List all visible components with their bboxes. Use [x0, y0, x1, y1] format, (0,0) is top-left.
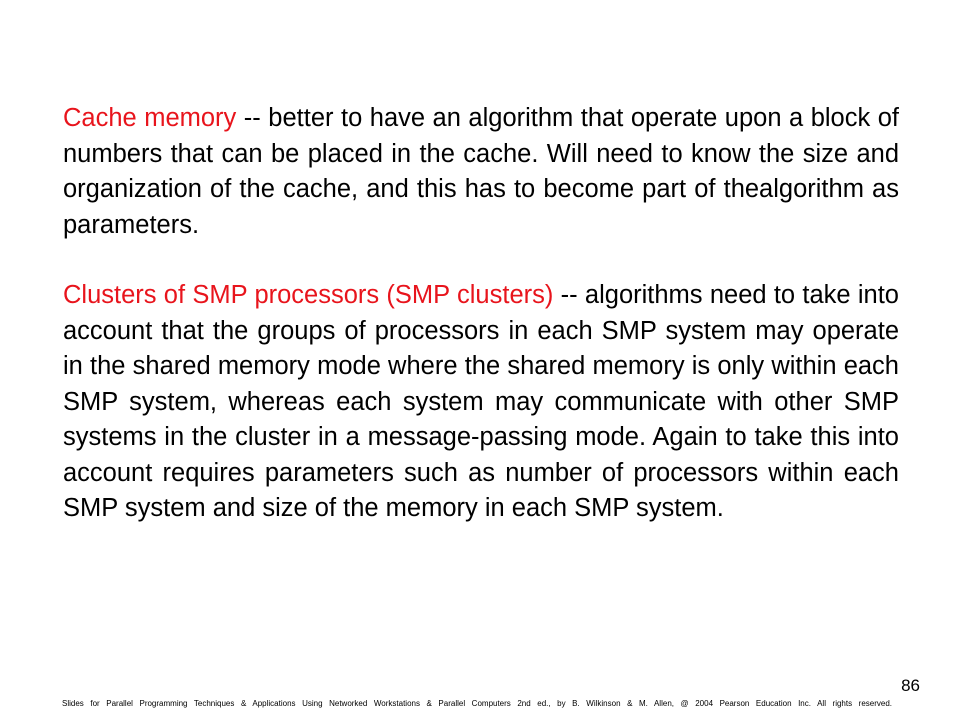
- paragraph-cache-memory: [63, 101, 899, 243]
- paragraph-smp-clusters-text: -- algorithms need to take into account that the groups of processors in each SMP system may operate in the shared memory mode where the shared memory is only within each SMP system, whereas each system may communicate with other SMP systems in the cluster in a message-passing mode. Again to take this into account requires parameters such as number of processors within each SMP system and size of the memory in each SMP system.: [63, 281, 899, 522]
- term-smp-clusters: Clusters of SMP processors (SMP clusters): [63, 281, 554, 309]
- footer-credit: Slides for Parallel Programming Techniques & Applications Using Networked Workstations & Parallel Computers 2nd ed., by B. Wilkinson & M. Allen, @ 2004 Pearson Education Inc. All rights reserved.: [62, 699, 892, 708]
- paragraph-cache-memory-text: -- better to have an algorithm that operate upon a block of numbers that can be placed in the cache. Will need to know the size and organization of the cache, and this has to become part of thealgorithm as parameters.: [63, 104, 900, 239]
- page-number: 86: [901, 676, 920, 695]
- slide-body: [63, 101, 899, 527]
- paragraph-smp-clusters: [63, 278, 899, 527]
- term-cache-memory: Cache memory: [63, 104, 237, 132]
